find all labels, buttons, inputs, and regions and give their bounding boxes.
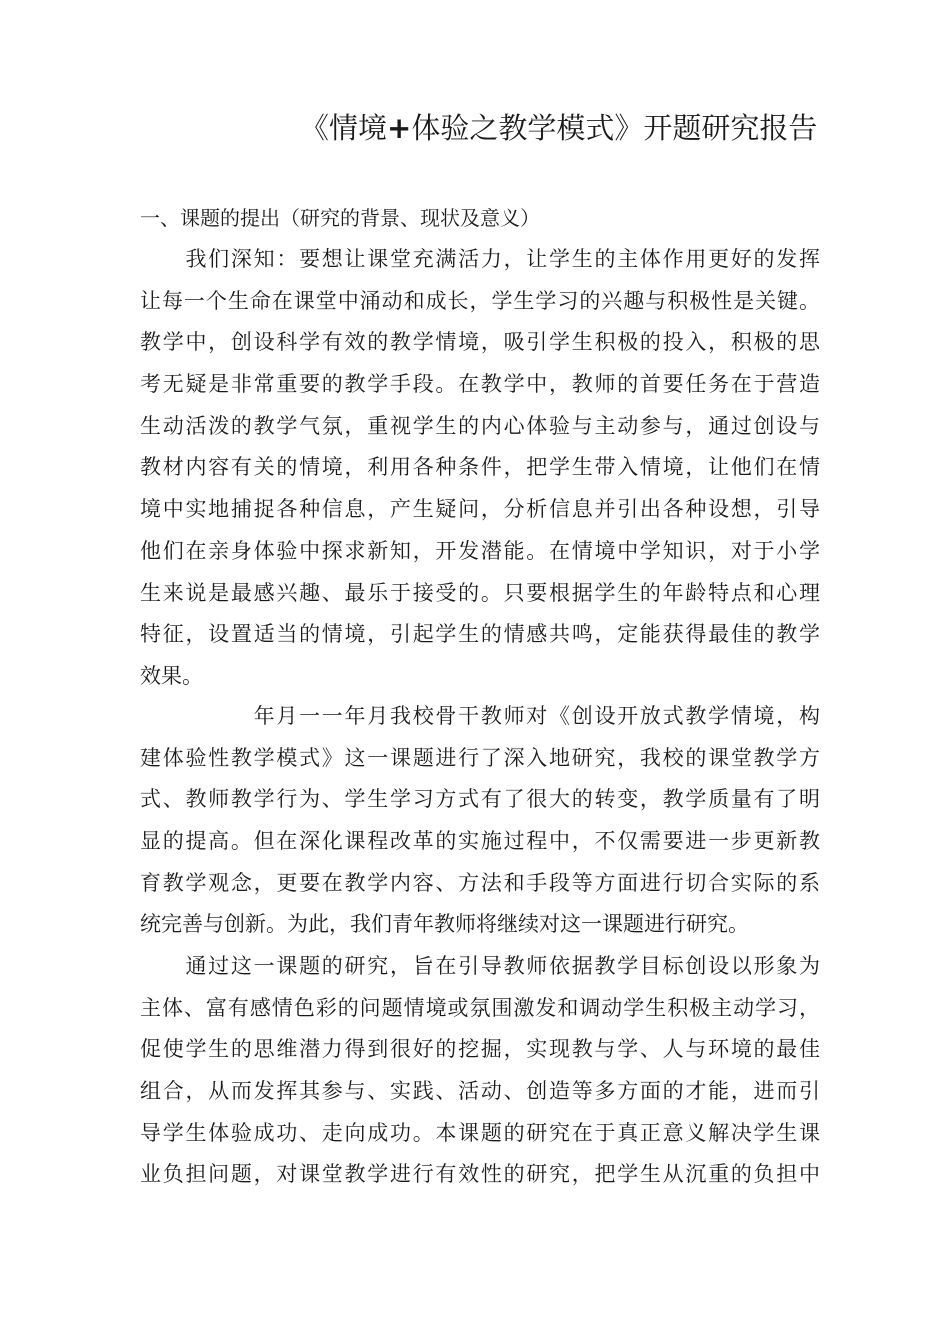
paragraph-line: 育教学观念，更要在教学内容、方法和手段等方面进行切合实际的系 (140, 870, 820, 895)
paragraph-line: 效果。 (140, 663, 203, 688)
title-prefix: 《情境 (300, 111, 388, 145)
paragraph-line: 特征，设置适当的情境，引起学生的情感共鸣，定能获得最佳的教学 (140, 622, 820, 647)
paragraph-line: 年月一一年月我校骨干教师对《创设开放式教学情境，构 (140, 704, 820, 728)
paragraph-line: 我们深知：要想让课堂充满活力，让学生的主体作用更好的发挥 (140, 247, 820, 271)
paragraph-1 (140, 239, 820, 698)
paragraph-line: 他们在亲身体验中探求新知，开发潜能。在情境中学知识，对于小学 (140, 538, 820, 563)
paragraph-line: 式、教师教学行为、学生学习方式有了很大的转变，教学质量有了明 (140, 787, 820, 812)
paragraph-line: 通过这一课题的研究，旨在引导教师依据教学目标创设以形象为 (140, 954, 820, 978)
title-suffix: 体验之教学模式》开题研究报告 (411, 111, 818, 145)
paragraph-line: 境中实地捕捉各种信息，产生疑问，分析信息并引出各种设想，引导 (140, 497, 820, 522)
paragraph-line: 教学中，创设科学有效的教学情境，吸引学生积极的投入，积极的思 (140, 330, 820, 355)
paragraph-line: 主体、富有感情色彩的问题情境或氛围激发和调动学生积极主动学习， (140, 995, 820, 1020)
paragraph-line: 组合，从而发挥其参与、实践、活动、创造等多方面的才能，进而引 (140, 1079, 820, 1104)
paragraph-line: 教材内容有关的情境，利用各种条件，把学生带入情境，让他们在情 (140, 455, 820, 480)
paragraph-line: 让每一个生命在课堂中涌动和成长，学生学习的兴趣与积极性是关键。 (140, 288, 820, 313)
paragraph-line: 业负担问题，对课堂教学进行有效性的研究，把学生从沉重的负担中 (140, 1162, 820, 1187)
paragraph-line: 建体验性教学模式》这一课题进行了深入地研究，我校的课堂教学方 (140, 745, 820, 770)
paragraph-2 (140, 696, 820, 946)
document-title (300, 108, 860, 148)
paragraph-line: 考无疑是非常重要的教学手段。在教学中，教师的首要任务在于营造 (140, 372, 820, 397)
paragraph-line: 导学生体验成功、走向成功。本课题的研究在于真正意义解决学生课 (140, 1120, 820, 1145)
paragraph-line: 统完善与创新。为此，我们青年教师将继续对这一课题进行研究。 (140, 912, 749, 937)
section-1-heading: 一、课题的提出（研究的背景、现状及意义） (140, 206, 540, 230)
title-plus: + (387, 111, 412, 145)
paragraph-line: 生动活泼的教学气氛，重视学生的内心体验与主动参与，通过创设与 (140, 413, 820, 438)
paragraph-line: 显的提高。但在深化课程改革的实施过程中，不仅需要进一步更新教 (140, 829, 820, 854)
paragraph-line: 生来说是最感兴趣、最乐于接受的。只要根据学生的年龄特点和心理 (140, 580, 820, 605)
paragraph-3 (140, 946, 820, 1196)
paragraph-line: 促使学生的思维潜力得到很好的挖掘，实现教与学、人与环境的最佳 (140, 1037, 820, 1062)
